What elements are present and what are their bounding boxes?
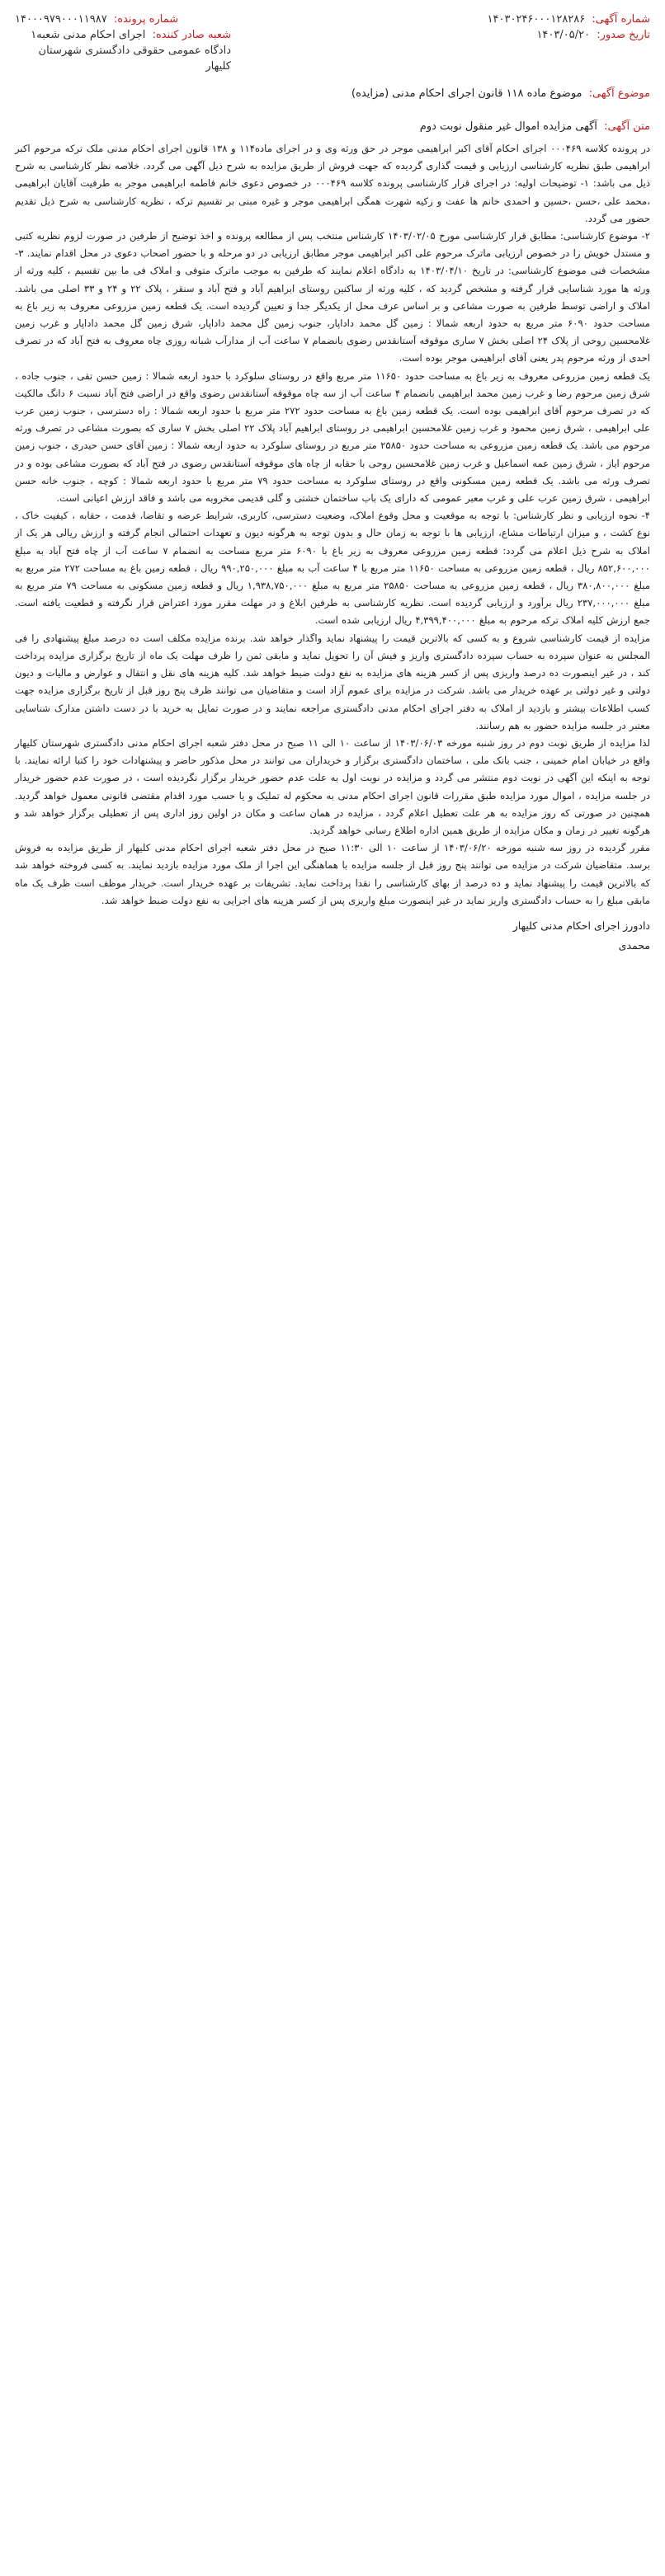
issue-date-label: تاریخ صدور:	[597, 29, 650, 41]
ad-number-value: ۱۴۰۳۰۲۴۶۰۰۰۱۲۸۲۸۶	[487, 13, 586, 26]
ad-text-heading	[15, 119, 650, 135]
ad-text-label: متن آگهی:	[604, 120, 650, 133]
file-number-label: شماره پرونده:	[113, 13, 179, 26]
issuer-field	[15, 27, 231, 74]
subject-label: موضوع آگهی:	[588, 87, 650, 100]
signature-title: دادورز اجرای احکام مدنی کلیهار	[512, 919, 650, 932]
issuer-value: اجرای احکام مدنی شعبه۱ دادگاه عمومی حقوقی دادگستری شهرستان کلیهار	[31, 29, 231, 73]
signature-block	[15, 916, 650, 956]
issuer-label: شعبه صادر کننده:	[152, 29, 231, 41]
ad-body	[15, 140, 650, 910]
ad-header	[15, 12, 650, 74]
file-number-field	[15, 12, 178, 27]
signature-name: محمدی	[618, 938, 650, 952]
issue-date-value: ۱۴۰۳/۰۵/۲۰	[536, 29, 591, 41]
body-paragraph: ۲- موضوع کارشناسی: مطابق قرار کارشناسی مورخ ۱۴۰۳/۰۲/۰۵ کارشناس منتخب پس از مطالعه پرونده و اخذ توضیح از طرفین در صورت لزوم نظریه کتبی و مستدل خویش را در خصوص ارزیابی ماترک مرحوم علی اکبر ابراهیمی موجر مطابق ارزیابی در دو مرحله و با حضور اصحاب دعوی در محل اقدام نمایند. ۳- مشخصات فنی موضوع کارشناسی: در تاریخ ۱۴۰۳/۰۴/۱۰ به دادگاه اعلام نمایند که طرفین به موجب ماترک متوفی و املاک فی ما بین تقسیم ، کلیه ورثه از ورثه ها مورد شناسایی قرار گرفته و مشخص گردید که ، کلیه ورثه از ساکنین روستای ابراهیم آباد و فتح آباد و سنقر ، پلاک ۲۲ و ۲۴ و ۳۳ اصلی می باشد. املاک و اراضی توسط طرفین به صورت مشاعی و بر اساس عرف محل از یکدیگر جدا و تعیین گردیده است. یک قطعه زمین مزروعی معروف به زیر باغ به مساحت حدود ۶۰۹۰ متر مربع به حدود اربعه شمالا : زمین گل محمد داداپار، جنوب زمین گل محمد داداپار، شرق زمین گل محمد داداپار و غرب زمین غلامحسین روحی از پلاک ۲۴ اصلی بخش ۷ ساری موقوفه آستانقدس رضوی بانضمام ۷ ساعت آب از مدارآب شبانه روزی چاه معروف به فتح آباد که در تصرف احدی از ورثه مرحوم پدر یعنی آقای ابراهیمی موجر بوده است.	[15, 230, 650, 364]
header-row-issuer	[15, 27, 650, 74]
header-row-numbers	[15, 12, 650, 27]
issue-date-field	[536, 27, 650, 43]
body-paragraph: لذا مزایده از طریق نوبت دوم در روز شنبه مورخه ۱۴۰۳/۰۶/۰۳ از ساعت ۱۰ الی ۱۱ صبح در محل دفتر شعبه اجرای احکام مدنی دادگستری شهرستان کلیهار واقع در خیابان امام خمینی ، جنب بانک ملی ، ساختمان دادگستری برگزار و خریداران می توانند در محل مذکور حاضر و پیشنهادات خود را کتبا ارائه نمایند. با توجه به اینکه این آگهی در نوبت دوم منتشر می گردد و مزایده در نوبت اول به علت عدم حضور خریدار برگزار نگردیده است ، در صورت عدم حضور خریدار در جلسه مزایده ، اموال مورد مزایده طبق مقررات قانون اجرای احکام مدنی به محکوم له تملیک و یا حسب مورد اقدام مقتضی قانونی معمول خواهد گردید. همچنین در صورتی که روز مزایده به هر علت تعطیل اعلام گردد ، مزایده در همان ساعت و مکان در اولین روز اداری پس از تعطیلی برگزار خواهد شد و هرگونه تغییر در زمان و مکان مزایده از طریق همین اداره اطلاع رسانی خواهد گردید.	[15, 736, 650, 836]
body-paragraph: در پرونده کلاسه ۰۰۰۴۶۹ اجرای احکام آقای اکبر ابراهیمی موجر در حق ورثه وی و در اجرای ماده۱۱۴ و ۱۳۸ قانون اجرای احکام مدنی ملک ترکه مرحوم اکبر ابراهیمی طبق نظریه کارشناسی ارزیابی و قیمت گذاری گردیده که جهت فروش از طریق مزایده به شرح ذیل آگهی می گردد. خلاصه نظر کارشناسی به شرح ذیل می باشد: ۱- توضیحات اولیه: در اجرای قرار کارشناسی پرونده کلاسه ۰۰۰۴۶۹ در خصوص دعوی خانم فاطمه ابراهیمی موجر به طرفیت آقایان ابراهیمی ،محمد علی ،حسن ،حسین و احمدی خانم ها عفت و زکیه شهرت همگی ابراهیمی موجر و غیره مبنی بر تقسیم ترکه ، نظریه کارشناسی به شرح ذیل تقدیم حضور می گردد.	[15, 143, 650, 224]
ad-number-field	[488, 12, 650, 27]
ad-text-title: آگهی مزایده اموال غیر منقول نوبت دوم	[419, 120, 597, 133]
body-paragraph: ۴- نحوه ارزیابی و نظر کارشناس: با توجه به موقعیت و محل وقوع املاک، وضعیت دسترسی، کاربری، شرایط عرضه و تقاضا، قدمت ، حقابه ، کیفیت خاک ، نوع کشت ، و میزان ارتباطات مشاع، ارزیابی ها با توجه به زمان حال و بدون توجه به هرگونه دیون و تعهدات احتمالی انجام گرفته و ارزش ریالی هر یک از املاک به شرح ذیل اعلام می گردد: قطعه زمین مزروعی معروف به زیر باغ با ۶۰۹۰ متر مربع مساحت به انضمام ۷ ساعت آب از چاه فتح آباد به مبلغ ۸۵۲,۶۰۰,۰۰۰ ریال ، قطعه زمین مزروعی به مساحت ۱۱۶۵۰ متر مربع با ۴ ساعت آب به مبلغ ۹۹۰,۲۵۰,۰۰۰ ریال ، قطعه زمین باغ به مساحت ۲۷۲ متر مربع به مبلغ ۳۸۰,۸۰۰,۰۰۰ ریال ، قطعه زمین مزروعی به مساحت ۲۵۸۵۰ متر مربع به مبلغ ۱,۹۳۸,۷۵۰,۰۰۰ ریال و قطعه زمین مسکونی به مساحت ۷۹ متر مربع به مبلغ ۲۳۷,۰۰۰,۰۰۰ ریال برآورد و ارزیابی گردیده است. نظریه کارشناسی به طرفین ابلاغ و در مهلت مقرر مورد اعتراض قرار نگرفته و قطعیت یافته است. جمع ارزش کلیه املاک ترکه مرحوم به مبلغ ۴,۳۹۹,۴۰۰,۰۰۰ ریال ارزیابی شده است.	[15, 510, 650, 627]
body-paragraph: مزایده از قیمت کارشناسی شروع و به کسی که بالاترین قیمت را پیشنهاد نماید واگذار خواهد شد. برنده مزایده مکلف است ده درصد مبلغ پیشنهادی را فی المجلس به عنوان سپرده به حساب سپرده دادگستری واریز و فیش آن را تحویل نماید و مابقی ثمن را ظرف مهلت یک ماه از تاریخ برگزاری مزایده پرداخت کند ، در غیر اینصورت ده درصد واریزی پس از کسر هزینه های مزایده به نفع دولت ضبط خواهد شد. کلیه هزینه های نقل و انتقال و عوارض و مالیات و دیون دولتی و غیر دولتی بر عهده خریدار می باشد. شرکت در مزایده برای عموم آزاد است و متقاضیان می توانند ظرف پنج روز قبل از تاریخ برگزاری مزایده جهت کسب اطلاعات بیشتر و بازدید از املاک به دفتر اجرای احکام مدنی دادگستری مراجعه نمایند و در صورت تمایل به خرید با در دست داشتن مدارک شناسایی معتبر در جلسه مزایده حضور به هم رسانند.	[15, 632, 650, 731]
ad-number-label: شماره آگهی:	[592, 13, 650, 26]
subject-value: موضوع ماده ۱۱۸ قانون اجرای احکام مدنی (مزایده)	[351, 87, 582, 100]
body-paragraph: یک قطعه زمین مزروعی معروف به زیر باغ به مساحت حدود ۱۱۶۵۰ متر مربع واقع در روستای سلوکرد با حدود اربعه شمالا : زمین حسن تقی ، جنوب جاده ، شرق زمین مرحوم رضا و غرب زمین محمد ابراهیمی بانضمام ۴ ساعت آب از سه چاه موقوفه آستانقدس رضوی واقع در اراضی فتح آباد نسبت ۶ دانگ مالکیت که در تصرف مرحوم آقای ابراهیمی بوده است. یک قطعه زمین باغ به مساحت حدود ۲۷۲ متر مربع با حدود اربعه شمالا : راه دسترسی ، جنوب زمین عرب علی ابراهیمی ، شرق زمین محمود و غرب زمین غلامحسین ابراهیمی در روستای ابراهیم آباد پلاک ۲۲ اصلی بخش ۷ ساری که بصورت مشاعی در تصرف ورثه مرحوم می باشد. یک قطعه زمین مزروعی به مساحت حدود ۲۵۸۵۰ متر مربع در روستای سلوکرد به حدود اربعه شمالا : زمین آقای حسن حیدری ، جنوب زمین مرحوم ایاز ، شرق زمین عمه اسماعیل و غرب زمین غلامحسین روحی با حقابه از چاه های موقوفه آستانقدس رضوی در فتح آباد که بصورت مشاعی بوده و در تصرف ورثه می باشد. یک قطعه زمین مسکونی واقع در روستای سلوکرد به مساحت حدود ۷۹ متر مربع با حدود اربعه شمالا : کوچه ، جنوب خانه حسن ابراهیمی ، شرق زمین عرب علی و غرب معبر عمومی که دارای یک باب ساختمان خشتی و گلی قدیمی مخروبه می باشد و فاقد ارزش اعیانی است.	[15, 369, 651, 505]
file-number-value: ۱۴۰۰۰۹۷۹۰۰۰۱۱۹۸۷	[15, 13, 107, 26]
body-paragraph: مقرر گردیده در روز سه شنبه مورخه ۱۴۰۳/۰۶/۲۰ از ساعت ۱۰ الی ۱۱:۳۰ صبح در محل دفتر شعبه اجرای احکام مدنی کلیهار از طریق مزایده به فروش برسد. متقاضیان شرکت در مزایده می توانند پنج روز قبل از جلسه مزایده با هماهنگی این اجرا از ملک مورد مزایده بازدید نمایند. به کسی فروخته خواهد شد که بالاترین قیمت را پیشنهاد نماید و ده درصد از بهای کارشناسی را نقدا پرداخت نماید. تشریفات بر عهده خریدار است. خریدار موظف است ظرف یک ماه مابقی مبلغ را به حساب دادگستری واریز نماید در غیر اینصورت مبلغ واریزی پس از کسر هزینه های اجرایی به نفع دولت ضبط خواهد شد.	[15, 842, 650, 906]
ad-subject	[15, 86, 650, 102]
